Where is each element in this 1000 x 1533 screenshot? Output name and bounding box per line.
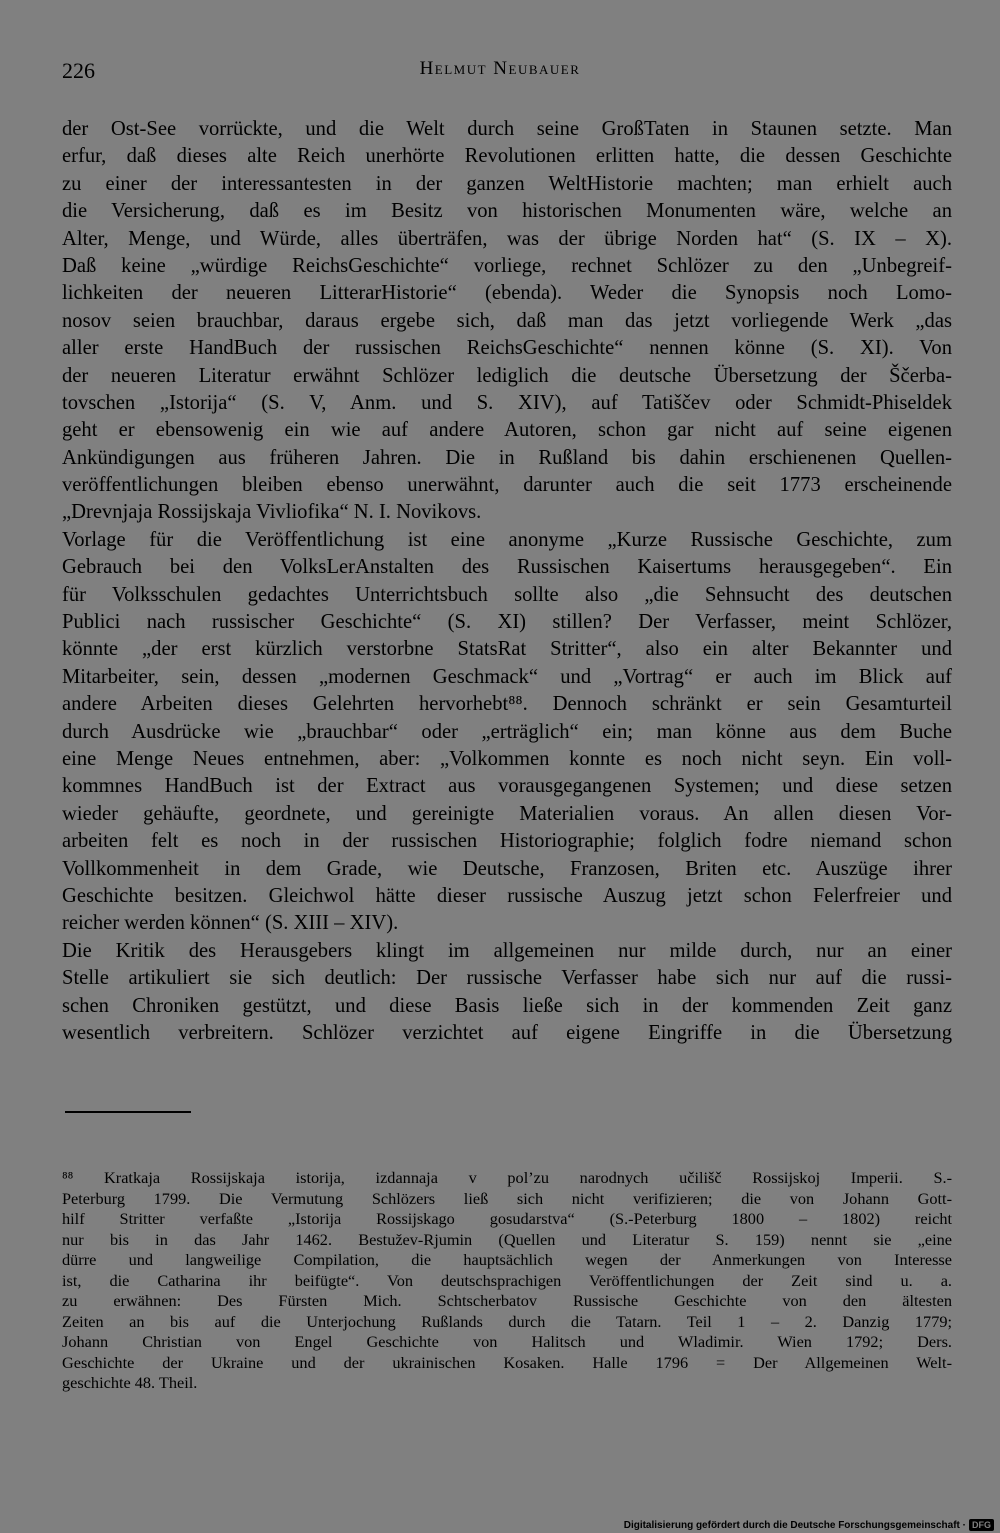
digitization-footer [624,1519,994,1531]
body-line: andere Arbeiten dieses Gelehrten hervorhebt⁸⁸. Dennoch schränkt er sein Gesamturteil [62,693,952,716]
running-head: Helmut Neubauer [419,58,581,79]
footnote-line: Johann Christian von Engel Geschichte von Halitsch und Wladimir. Wien 1792; Ders. [62,1332,952,1352]
dfg-logo-icon: DFG [969,1519,994,1531]
footnote-line: Geschichte der Ukraine und der ukrainischen Kosaken. Halle 1796 = Der Allgemeinen Welt- [62,1352,952,1372]
footnote-line: Zeiten an bis auf die Unterjochung Rußlands durch die Tatarn. Teil 1 – 2. Danzig 1779; [62,1311,952,1331]
body-line: der Ost-See vorrückte, und die Welt durch seine GroßTaten in Staunen setzte. Man [62,118,952,140]
body-line: aller erste HandBuch der russischen ReichsGeschichte“ nennen könne (S. XI). Von [62,337,952,360]
body-line: Geschichte besitzen. Gleichwol hätte dieser russische Auszug jetzt schon Felerfreier und [62,884,952,907]
footnote-line: nur bis in das Jahr 1462. Bestužev-Rjumin (Quellen und Literatur S. 159) nennt sie „eine [62,1229,952,1249]
footnotes [62,1168,952,1394]
body-line: Stelle artikuliert sie sich deutlich: Der russische Verfasser habe sich nur auf die russi- [62,967,952,990]
body-line: erfur, daß dieses alte Reich unerhörte Revolutionen erlitten hatte, die dessen Geschichte [62,145,952,168]
body-line: lichkeiten der neueren LitterarHistorie“ (ebenda). Weder die Synopsis noch Lomo- [62,282,952,305]
body-line: Gebrauch bei den VolksLerAnstalten des Russischen Kaisertums herausgegeben“. Ein [62,556,952,579]
body-line: zu einer der interessantesten in der ganzen WeltHistorie machten; man erhielt auch [62,172,952,195]
body-line: die Versicherung, daß es im Besitz von historischen Monumenten wäre, welche an [62,200,952,223]
body-line: reicher werden können“ (S. XIII – XIV). [62,912,399,935]
body-line: Publici nach russischer Geschichte“ (S. XI) stillen? Der Verfasser, meint Schlözer, [62,611,952,634]
body-line: geht er ebensowenig ein wie auf andere Autoren, schon gar nicht auf seine eigenen [62,419,952,442]
body-line: kommnes HandBuch ist der Extract aus vorausgegangenen Systemen; und diese setzen [62,775,952,798]
body-line: der neueren Literatur erwähnt Schlözer lediglich die deutsche Übersetzung der Ščerba- [62,364,952,387]
footnote-line: Peterburg 1799. Die Vermutung Schlözers ließ sich nicht verifizieren; die von Johann Gott- [62,1188,952,1208]
body-line: Vorlage für die Veröffentlichung ist eine anonyme „Kurze Russische Geschichte, zum [62,528,952,551]
body-line: arbeiten felt es noch in der russischen Historiographie; folglich fodre niemand schon [62,830,952,853]
body-line: Alter, Menge, und Würde, alles überträfen, was der übrige Norden hat“ (S. IX – X). [62,227,952,250]
footnote-line: geschichte 48. Theil. [62,1373,198,1393]
body-line: eine Menge Neues entnehmen, aber: „Volkommen konnte es noch nicht seyn. Ein voll- [62,747,952,770]
body-line: wieder gehäufte, geordnete, und gereinigte Materialien voraus. An allen diesen Vor- [62,802,952,825]
body-line: Die Kritik des Herausgebers klingt im allgemeinen nur milde durch, nur an einer [62,939,952,962]
body-line: für Volksschulen gedachtes Unterrichtsbuch sollte also „die Sehnsucht des deutschen [62,583,952,606]
body-line: „Drevnjaja Rossijskaja Vivliofika“ N. I. Novikovs. [62,501,482,524]
body-text [62,116,952,1047]
body-line: durch Ausdrücke wie „brauchbar“ oder „erträglich“ ein; man könne aus dem Buche [62,720,952,743]
body-line: Vollkommenheit in dem Grade, wie Deutsche, Franzosen, Briten etc. Auszüge ihrer [62,857,952,880]
footnote-line: ist, die Catharina ihr beifügte“. Von deutschsprachigen Veröffentlichungen der Zeit sind u. a. [62,1270,952,1290]
funding-note: Digitalisierung gefördert durch die Deutsche Forschungsgemeinschaft · [623,1519,966,1531]
footnote-line: ⁸⁸ Kratkaja Rossijskaja istorija, izdannaja v pol’zu narodnych učilišč Rossijskoj Imperii. S.- [62,1168,952,1187]
page-number: 226 [62,58,95,83]
body-line: tovschen „Istorija“ (S. V, Anm. und S. XIV), auf Tatiščev oder Schmidt-Phiseldek [62,391,952,414]
body-line: Mitarbeiter, sein, dessen „modernen Geschmack“ und „Vortrag“ er auch im Blick auf [62,665,952,688]
footnote-line: zu erwähnen: Des Fürsten Mich. Schtscherbatov Russische Geschichte von den ältesten [62,1291,952,1311]
body-line: nosov seien brauchbar, daraus ergebe sich, daß man das jetzt vorliegende Werk „das [62,309,952,332]
body-line: wesentlich verbreitern. Schlözer verzichtet auf eigene Eingriffe in die Übersetzung [62,1021,952,1044]
body-line: Ankündigungen aus früheren Jahren. Die in Rußland bis dahin erschienenen Quellen- [62,446,952,469]
body-line: schen Chroniken gestützt, und diese Basis ließe sich in der kommenden Zeit ganz [62,994,952,1017]
footnote-line: dürre und langweilige Compilation, die hauptsächlich wegen der Anmerkungen von Interesse [62,1250,952,1270]
body-line: veröffentlichungen bleiben ebenso unerwähnt, darunter auch die seit 1773 erscheinende [62,474,952,497]
footnote-line: hilf Stritter verfaßte „Istorija Rossijskago gosudarstva“ (S.-Peterburg 1800 – 1802) reicht [62,1209,952,1229]
body-line: Daß keine „würdige ReichsGeschichte“ vorliege, rechnet Schlözer zu den „Unbegreif- [62,254,952,277]
body-line: könnte „der erst kürzlich verstorbne StatsRat Stritter“, also ein alter Bekannter und [62,638,952,661]
footnote-rule [65,1111,191,1113]
